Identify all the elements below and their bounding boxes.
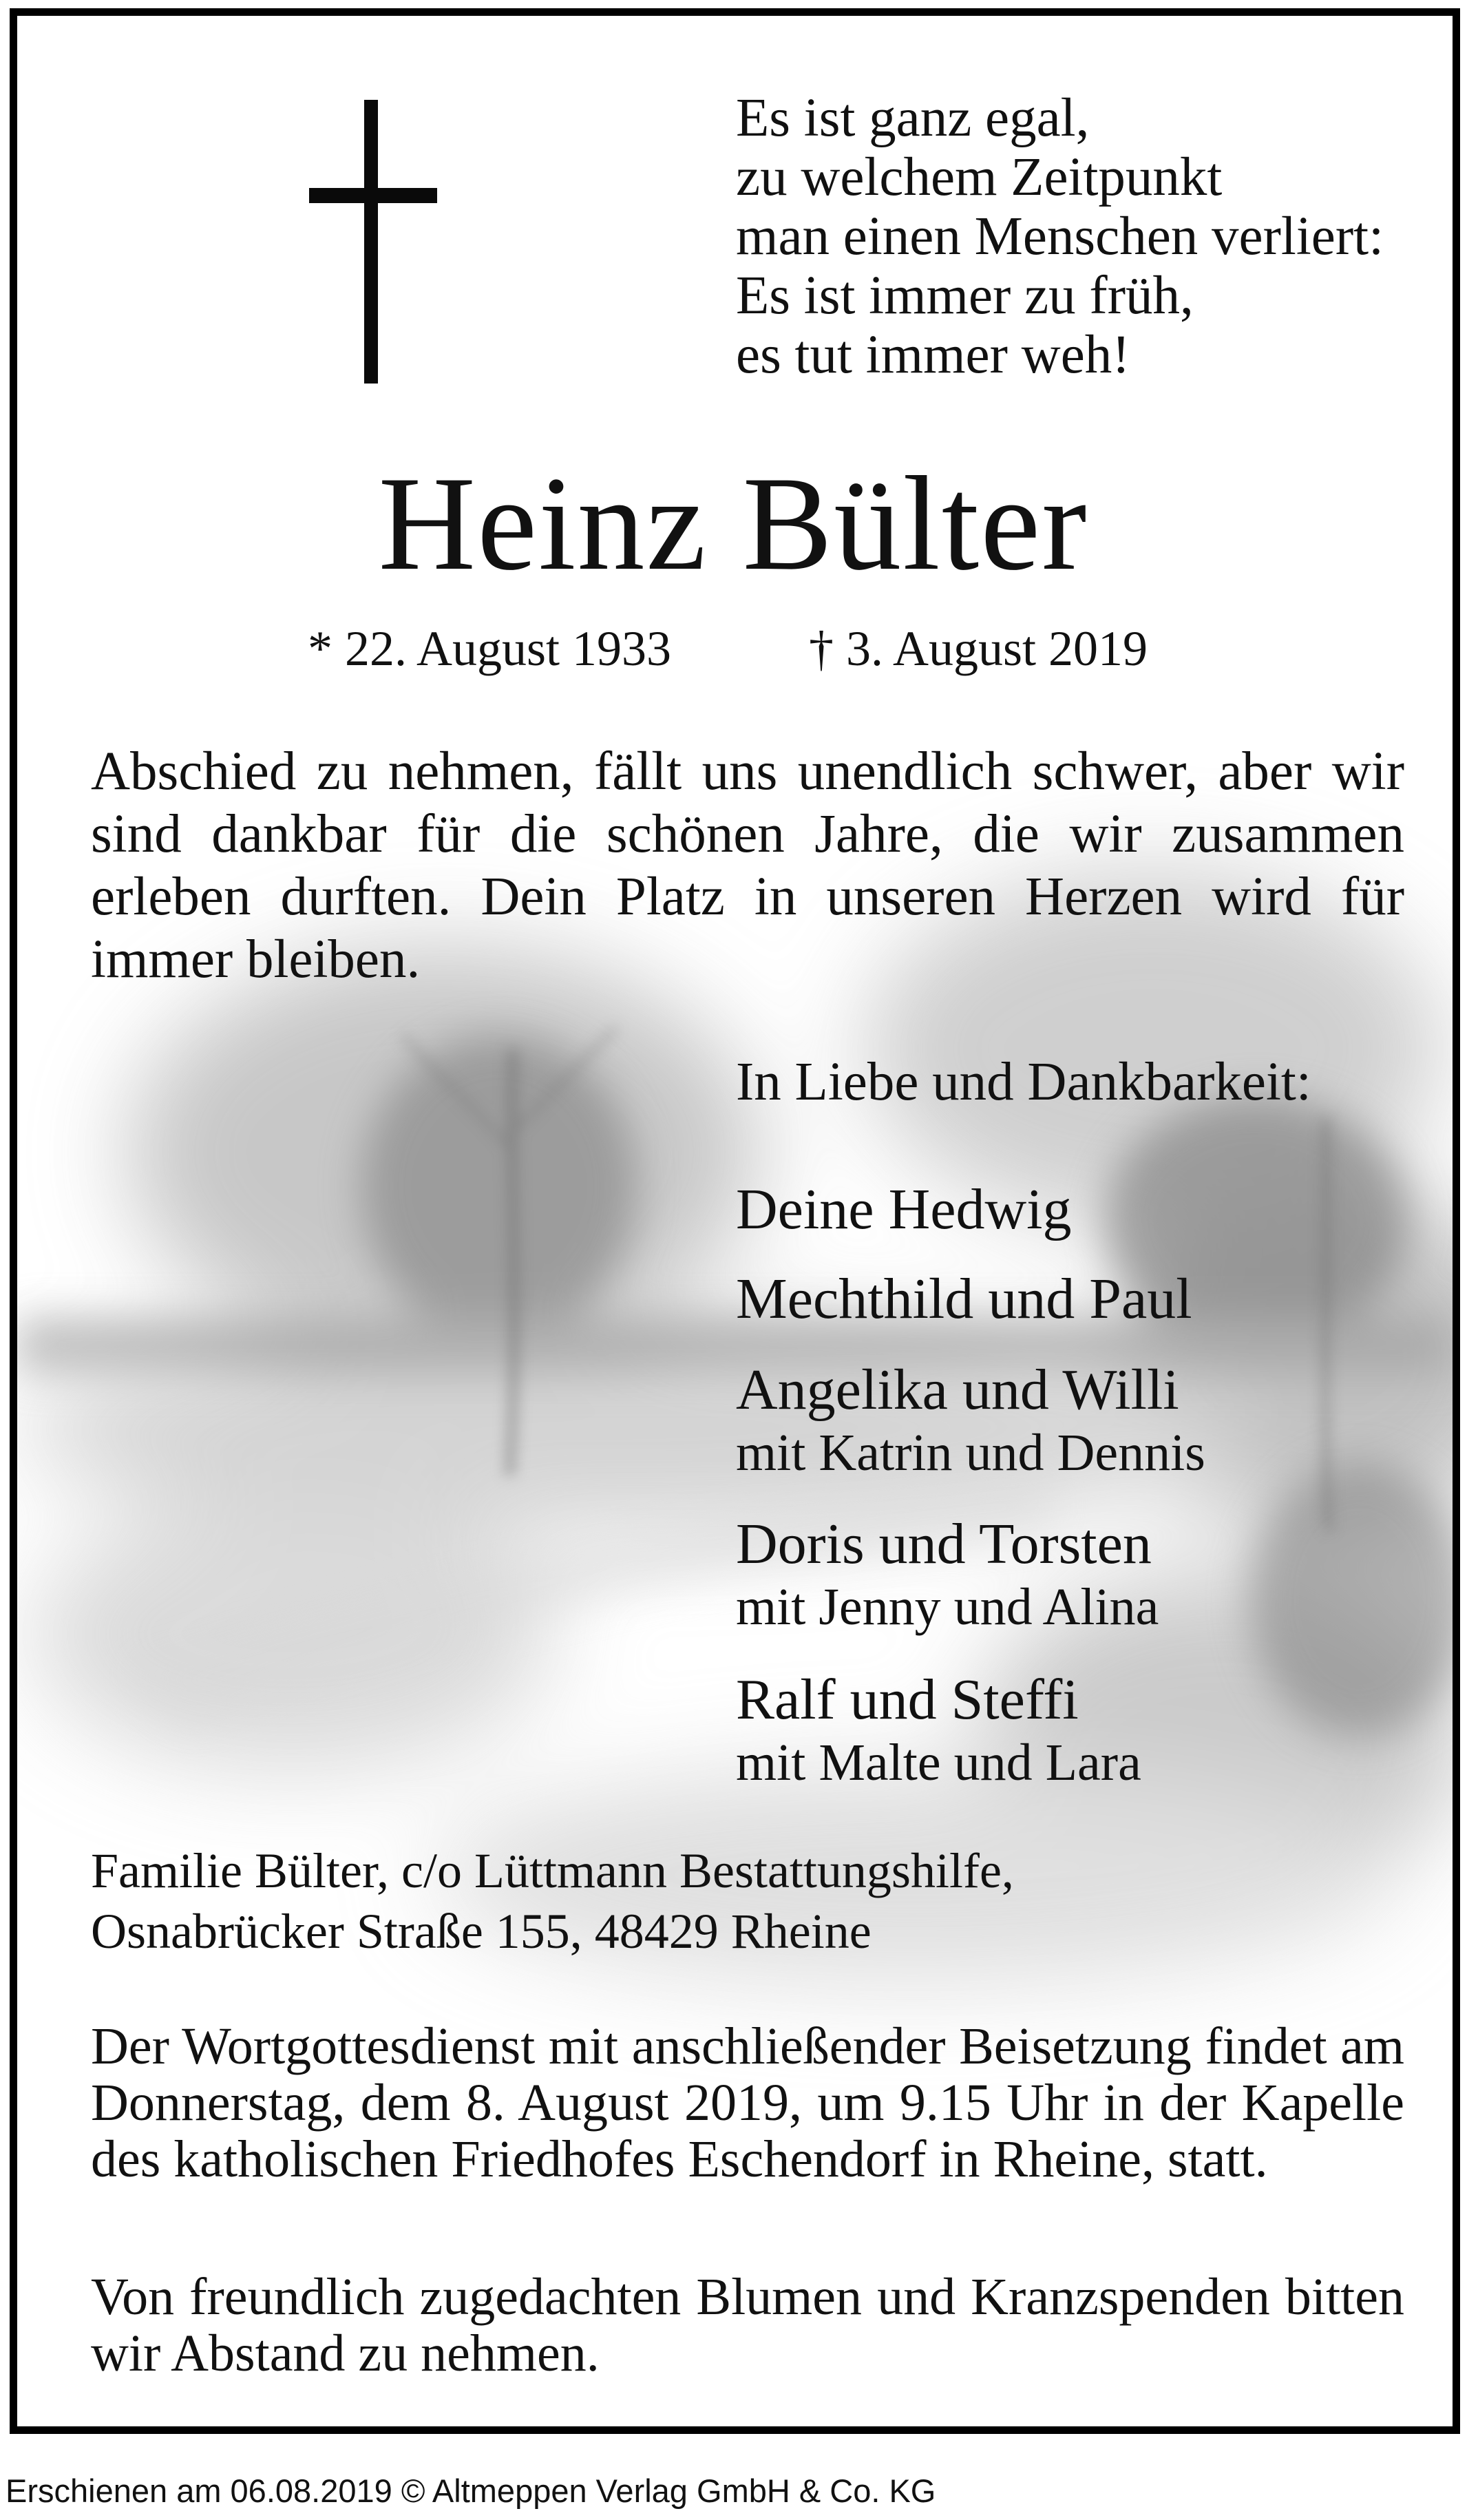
mourner-entry bbox=[736, 1268, 1192, 1331]
address-line: Osnabrücker Straße 155, 48429 Rheine bbox=[91, 1904, 872, 1959]
publication-footer: Erschienen am 06.08.2019 © Altmeppen Verlag GmbH & Co. KG bbox=[6, 2472, 936, 2509]
mourners-intro: In Liebe und Dankbarkeit: bbox=[736, 1052, 1311, 1112]
mourner-name: Angelika und Willi bbox=[736, 1358, 1179, 1422]
cross-icon bbox=[309, 100, 437, 384]
verse-line: man einen Menschen verliert: bbox=[736, 207, 1384, 266]
mourner-children: mit Katrin und Dennis bbox=[736, 1424, 1205, 1482]
verse bbox=[736, 89, 1452, 385]
mourner-entry bbox=[736, 1358, 1205, 1484]
mourner-entry bbox=[736, 1513, 1159, 1638]
farewell-text: Abschied zu nehmen, fällt uns unendlich schwer, aber wir sind dankbar für die schönen Jahre, die wir zusammen erleben durften. Dein Platz in unseren Herzen wird für immer bleiben. bbox=[91, 742, 1404, 989]
verse-line: es tut immer weh! bbox=[736, 325, 1130, 385]
address-line: Familie Bülter, c/o Lüttmann Bestattungshilfe, bbox=[91, 1843, 1014, 1898]
mourner-entry bbox=[736, 1668, 1141, 1794]
birth-date: * 22. August 1933 bbox=[308, 621, 672, 676]
verse-line: Es ist immer zu früh, bbox=[736, 266, 1194, 326]
death-date: † 3. August 2019 bbox=[809, 621, 1148, 676]
deceased-name: Heinz Bülter bbox=[378, 449, 1088, 598]
verse-line: Es ist ganz egal, bbox=[736, 88, 1090, 148]
obituary-card bbox=[10, 8, 1460, 2434]
mourner-name: Mechthild und Paul bbox=[736, 1267, 1192, 1331]
service-text: Der Wortgottesdienst mit anschließender Beisetzung findet am Donnerstag, dem 8. August 2019, um 9.15 Uhr in der Kapelle des katholischen Friedhofes Eschendorf in Rheine, statt. bbox=[91, 2017, 1404, 2188]
verse-line: zu welchem Zeitpunkt bbox=[736, 147, 1223, 207]
mourner-name: Ralf und Steffi bbox=[736, 1668, 1079, 1732]
mourner-entry bbox=[736, 1178, 1072, 1241]
family-address bbox=[91, 1840, 1014, 1962]
mourner-children: mit Malte und Lara bbox=[736, 1734, 1141, 1792]
mourner-children: mit Jenny und Alina bbox=[736, 1578, 1159, 1636]
mourner-name: Doris und Torsten bbox=[736, 1512, 1152, 1576]
flowers-text: Von freundlich zugedachten Blumen und Kranzspenden bitten wir Abstand zu nehmen. bbox=[91, 2268, 1404, 2382]
mourner-name: Deine Hedwig bbox=[736, 1177, 1072, 1241]
